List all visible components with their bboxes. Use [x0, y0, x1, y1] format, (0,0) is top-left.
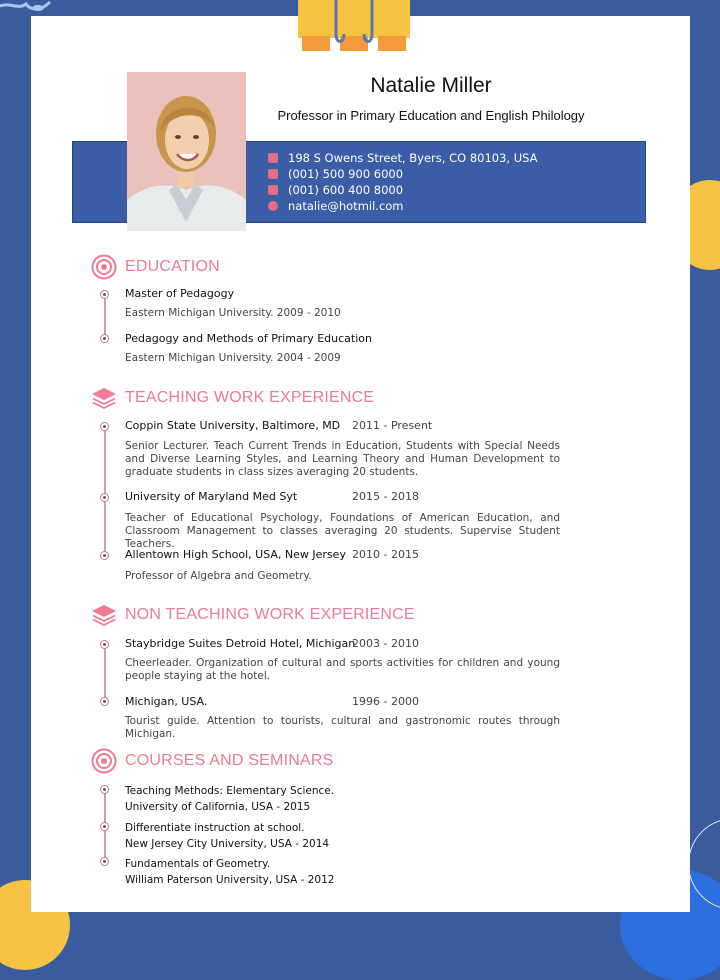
timeline-bullet: [100, 334, 109, 343]
course-item: [125, 820, 560, 852]
course-provider: University of California, USA - 2015: [125, 801, 311, 813]
courses-heading: [91, 748, 333, 774]
email-icon: [268, 201, 278, 211]
nonteaching-item-date: 2003 - 2010: [352, 637, 419, 650]
nonteaching-item-title: Michigan, USA.: [125, 695, 208, 708]
course-item: [125, 856, 560, 888]
teaching-item-date: 2011 - Present: [352, 419, 433, 432]
contact-address: [268, 150, 538, 166]
nonteaching-item-title: Staybridge Suites Detroid Hotel, Michigan: [125, 637, 356, 650]
timeline-bullet: [100, 290, 109, 299]
timeline-line: [104, 294, 106, 339]
course-name: Differentiate instruction at school.: [125, 822, 305, 834]
teaching-item-desc: Teacher of Educational Psychology, Foundations of American Education, and Classroom Management to classes averaging 20 students. Supervise Student Teachers.: [125, 512, 560, 550]
timeline-bullet: [100, 785, 109, 794]
course-name: Fundamentals of Geometry.: [125, 858, 271, 870]
contact-mobile: [268, 182, 538, 198]
timeline-bullet: [100, 493, 109, 502]
contact-phone-text: (001) 500 900 6000: [288, 167, 404, 181]
contact-address-text: 198 S Owens Street, Byers, CO 80103, USA: [288, 151, 538, 165]
education-item-desc: Eastern Michigan University. 2004 - 2009: [125, 352, 341, 364]
candidate-title: Professor in Primary Education and English Philology: [277, 108, 585, 123]
timeline-line: [104, 428, 106, 556]
teaching-item-title: Allentown High School, USA, New Jersey: [125, 548, 346, 561]
layers-icon: [91, 387, 117, 409]
candidate-name: Natalie Miller: [370, 74, 492, 97]
timeline-bullet: [100, 697, 109, 706]
nonteaching-heading: [91, 604, 415, 626]
nonteaching-title: NON TEACHING WORK EXPERIENCE: [125, 606, 415, 623]
course-item: [125, 783, 560, 815]
timeline-bullet: [100, 857, 109, 866]
contact-email-text: natalie@hotmil.com: [288, 199, 404, 213]
contact-email: [268, 198, 538, 214]
target-icon: [91, 254, 117, 280]
timeline-bullet: [100, 551, 109, 560]
education-title: EDUCATION: [125, 258, 220, 275]
resume-sheet: [31, 16, 690, 912]
course-name: Teaching Methods: Elementary Science.: [125, 785, 335, 797]
teaching-item-title: University of Maryland Med Syt: [125, 490, 298, 503]
education-item-title: Master of Pedagogy: [125, 287, 235, 300]
education-heading: [91, 254, 220, 280]
nonteaching-item-date: 1996 - 2000: [352, 695, 419, 708]
nonteaching-item-desc: Cheerleader. Organization of cultural and sports activities for children and young people staying at the hotel.: [125, 657, 560, 682]
teaching-item-date: 2015 - 2018: [352, 490, 419, 503]
layers-icon: [91, 604, 117, 626]
education-item-desc: Eastern Michigan University. 2009 - 2010: [125, 307, 341, 319]
contact-phone: [268, 166, 538, 182]
teaching-item-title: Coppin State University, Baltimore, MD: [125, 419, 341, 432]
binder-clip-decoration: [298, 0, 410, 52]
nonteaching-item-desc: Tourist guide. Attention to tourists, cultural and gastronomic routes through Michigan.: [125, 715, 560, 740]
contact-list: [268, 150, 538, 214]
courses-title: COURSES AND SEMINARS: [125, 752, 334, 769]
teaching-item-desc: Senior Lecturer. Teach Current Trends in Education, Students with Special Needs and Diverse Learning Styles, and Learning Theory and Human Development to graduate students in class sizes averaging 20 students.: [125, 440, 560, 478]
teaching-heading: [91, 387, 374, 409]
timeline-line: [104, 644, 106, 700]
contact-mobile-text: (001) 600 400 8000: [288, 183, 404, 197]
timeline-bullet: [100, 822, 109, 831]
timeline-bullet: [100, 640, 109, 649]
education-item-title: Pedagogy and Methods of Primary Education: [125, 332, 372, 345]
teaching-item-desc: Professor of Algebra and Geometry.: [125, 570, 312, 582]
mobile-icon: [268, 185, 278, 195]
profile-photo: [127, 72, 246, 231]
course-provider: William Paterson University, USA - 2012: [125, 874, 335, 886]
timeline-bullet: [100, 422, 109, 431]
course-provider: New Jersey City University, USA - 2014: [125, 838, 330, 850]
teaching-title: TEACHING WORK EXPERIENCE: [125, 389, 375, 406]
teaching-item-date: 2010 - 2015: [352, 548, 419, 561]
target-icon: [91, 748, 117, 774]
phone-icon: [268, 169, 278, 179]
home-icon: [268, 153, 278, 163]
